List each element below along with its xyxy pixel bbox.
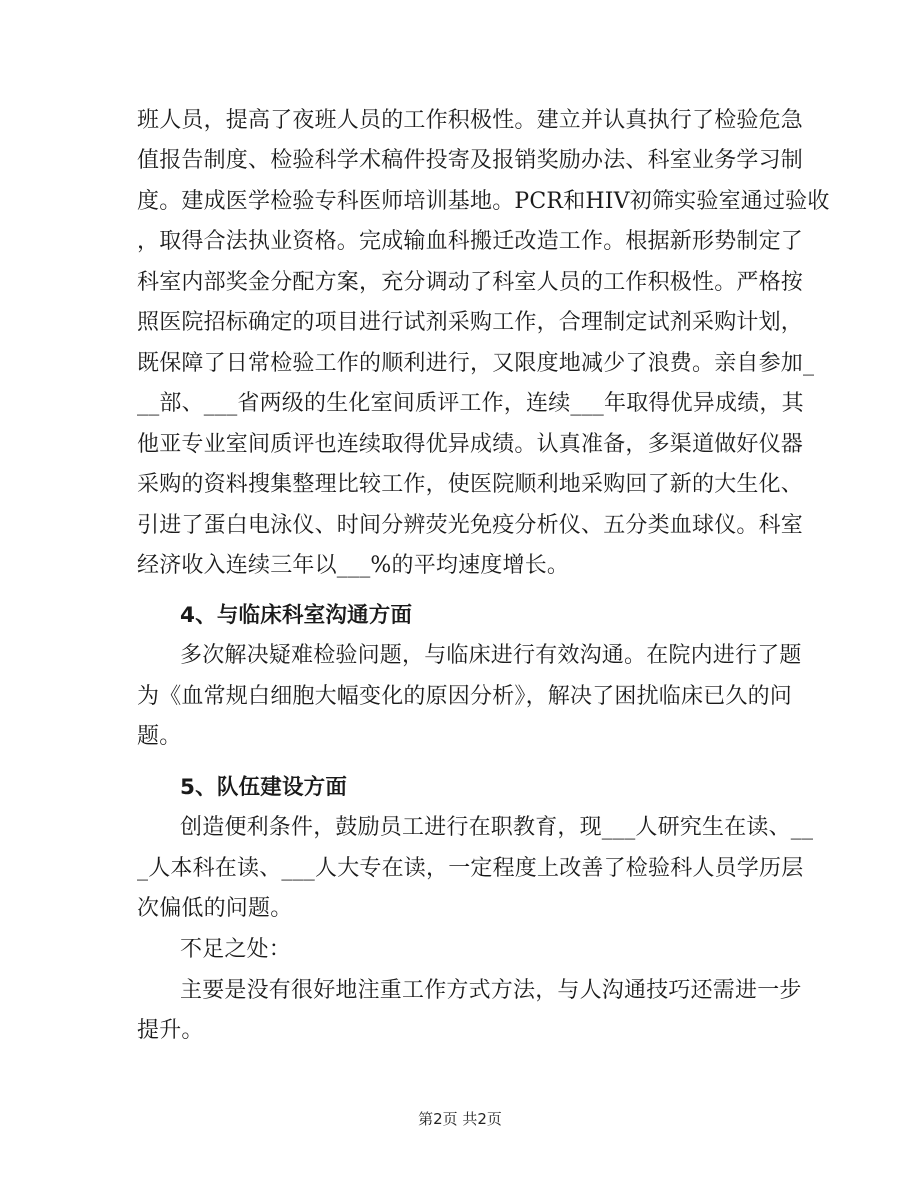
paragraph-line: 度。建成医学检验专科医师培训基地。PCR和HIV初筛实验室通过验收 — [137, 189, 830, 214]
paragraph-line: 主要是没有很好地注重工作方式方法，与人沟通技巧还需进一步 — [180, 978, 802, 1003]
paragraph-line: 班人员，提高了夜班人员的工作积极性。建立并认真执行了检验危急 — [137, 108, 804, 133]
paragraph-line: __部、___省两级的生化室间质评工作，连续___年取得优异成绩，其 — [137, 391, 804, 416]
paragraph-line: 照医院招标确定的项目进行试剂采购工作，合理制定试剂采购计划， — [137, 310, 804, 335]
paragraph-line: 经济收入连续三年以___%的平均速度增长。 — [137, 553, 570, 578]
paragraph-line: 不足之处： — [180, 937, 292, 962]
paragraph-line: 提升。 — [137, 1018, 204, 1043]
page-number: 第2页 共2页 — [418, 1110, 502, 1128]
paragraph-line: 为《血常规白细胞大幅变化的原因分析》，解决了困扰临床已久的问 — [137, 684, 793, 709]
paragraph-line: 科室内部奖金分配方案，充分调动了科室人员的工作积极性。严格按 — [137, 270, 804, 295]
section-heading: 4、与临床科室沟通方面 — [180, 603, 413, 628]
paragraph-line: ，取得合法执业资格。完成输血科搬迁改造工作。根据新形势制定了 — [137, 229, 804, 254]
paragraph-line: 值报告制度、检验科学术稿件投寄及报销奖励办法、科室业务学习制 — [137, 148, 804, 173]
paragraph-line: 题。 — [137, 724, 182, 749]
paragraph-line: _人本科在读、___人大专在读，一定程度上改善了检验科人员学历层 — [137, 856, 804, 881]
paragraph-line: 引进了蛋白电泳仪、时间分辨荧光免疫分析仪、五分类血球仪。科室 — [137, 513, 804, 538]
paragraph-line: 次偏低的问题。 — [137, 896, 293, 921]
paragraph-line: 他亚专业室间质评也连续取得优异成绩。认真准备，多渠道做好仪器 — [137, 432, 804, 457]
paragraph-line: 创造便利条件，鼓励员工进行在职教育，现___人研究生在读、__ — [180, 815, 814, 840]
section-heading: 5、队伍建设方面 — [180, 775, 348, 800]
paragraph-line: 采购的资料搜集整理比较工作，使医院顺利地采购回了新的大生化、 — [137, 472, 804, 497]
paragraph-line: 既保障了日常检验工作的顺利进行，又限度地减少了浪费。亲自参加_ — [137, 351, 815, 376]
paragraph-line: 多次解决疑难检验问题，与临床进行有效沟通。在院内进行了题 — [180, 643, 802, 668]
